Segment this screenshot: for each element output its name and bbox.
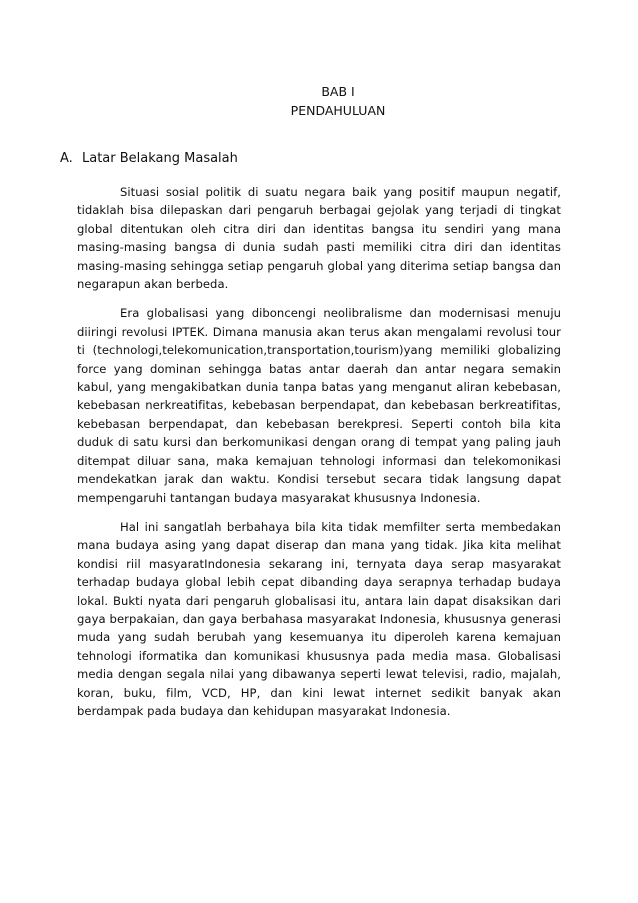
section-heading	[60, 150, 238, 168]
body-text	[77, 183, 561, 731]
paragraph-2: Era globalisasi yang diboncengi neolibralisme dan modernisasi menuju diiringi revolusi IPTEK. Dimana manusia akan terus akan mengalami revolusi tour ti (technologi,telekomunication,transportation,tourism)yang memiliki globalizing force yang dominan sehingga batas antar daerah dan antar negara semakin kabul, yang mengakibatkan dunia tanpa batas yang menganut aliran kebebasan, kebebasan nerkreatifitas, kebebasan berpendapat, dan kebebasan berkreatifitas, kebebasan berpendapat, dan kebebasan berekpresi. Seperti contoh bila kita duduk di satu kursi dan berkomunikasi dengan orang di tempat yang paling jauh ditempat diluar sana, maka kemajuan tehnologi informasi dan telekomonikasi mendekatkan jarak dan waktu. Kondisi tersebut secara tidak langsung dapat mempengaruhi tantangan budaya masyarakat khususnya Indonesia.	[77, 306, 561, 505]
chapter-title: PENDAHULUAN	[290, 103, 386, 118]
chapter-heading	[0, 82, 638, 120]
section-marker: A.	[60, 151, 73, 166]
paragraph-3: Hal ini sangatlah berbahaya bila kita tidak memfilter serta membedakan mana budaya asing yang dapat diserap dan mana yang tidak. Jika kita melihat kondisi riil masyaratIndonesia sekarang ini, ternyata daya serap masyarakat terhadap budaya global lebih cepat dibanding daya serapnya terhadap budaya lokal. Bukti nyata dari pengaruh globalisasi itu, antara lain dapat disaksikan dari gaya berpakaian, dan gaya berbahasa masyarakat Indonesia, khususnya generasi muda yang sudah berubah yang kesemuanya itu diperoleh karena kemajuan tehnologi iformatika dan komunikasi khususnya pada media masa. Globalisasi media dengan segala nilai yang dibawanya seperti lewat televisi, radio, majalah, koran, buku, film, VCD, HP, dan kini lewat internet sedikit banyak akan berdampak pada budaya dan kehidupan masyarakat Indonesia.	[77, 519, 561, 718]
paragraph-1: Situasi sosial politik di suatu negara baik yang positif maupun negatif, tidaklah bisa dilepaskan dari pengaruh berbagai gejolak yang terjadi di tingkat global ditentukan oleh citra diri dan identitas bangsa itu sendiri yang mana masing-masing bangsa di dunia sudah pasti memiliki citra diri dan identitas masing-masing sehingga setiap pengaruh global yang diterima setiap bangsa dan negarapun akan berbeda.	[77, 185, 561, 292]
section-title: Latar Belakang Masalah	[82, 151, 238, 166]
chapter-number: BAB I	[321, 84, 355, 99]
